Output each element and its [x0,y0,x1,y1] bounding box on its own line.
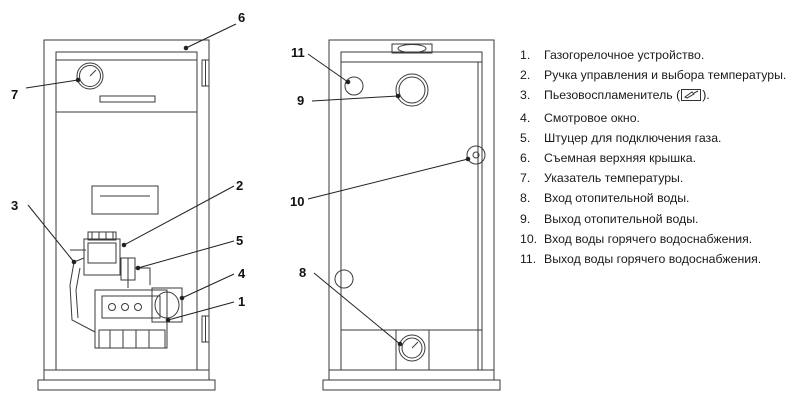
legend-item-11 [520,252,792,268]
legend-item-6 [520,151,792,167]
legend-list [520,48,792,272]
legend-item-5 [520,131,792,147]
side-view-drawing [323,40,500,390]
piezo-igniter-wire [70,258,95,332]
legend-label: Указатель температуры. [544,171,684,186]
legend-number: 8. [520,191,531,206]
legend-number: 11. [520,251,537,266]
legend-label-text-after: ). [702,88,710,103]
heating-outlet-port [396,74,428,106]
legend-item-3 [520,88,792,106]
callout-7: 7 [11,87,19,102]
legend-item-8 [520,191,792,207]
front-base [38,380,215,390]
legend-item-7 [520,171,792,187]
front-cabinet-outline [44,40,209,380]
callout-8: 8 [299,265,307,280]
legend-label-text: Пьезовоспламенитель ( [544,88,681,103]
side-cabinet-outline [329,40,494,380]
legend-label: Выход отопительной воды. [544,211,699,226]
legend-item-1 [520,48,792,64]
legend-item-4 [520,111,792,127]
dhw-outlet-port [345,77,363,95]
legend-label: Штуцер для подключения газа. [544,130,722,145]
legend-number: 7. [520,171,531,186]
callout-leader-lines [26,24,470,346]
legend-item-9 [520,212,792,228]
callout-2: 2 [236,178,244,193]
legend-label: Вход отопительной воды. [544,191,690,206]
callout-5: 5 [236,233,244,248]
legend-label [544,88,792,106]
legend-item-10 [520,232,792,248]
legend-number: 5. [520,130,531,145]
legend-label: Вход воды горячего водоснабжения. [544,231,753,246]
callout-6: 6 [238,10,246,25]
front-inner-panel [92,186,158,214]
legend-label: Газогорелочное устройство. [544,48,705,62]
callout-1: 1 [238,294,246,309]
legend-label: Смотровое окно. [544,110,640,125]
legend-number: 4. [520,110,531,125]
callout-9: 9 [297,93,305,108]
front-view-drawing [38,40,215,390]
legend-number: 3. [520,88,531,103]
legend-number: 6. [520,150,531,165]
piezo-igniter-icon [681,89,701,106]
legend-label: Съемная верхняя крышка. [544,150,696,165]
legend-label: Ручка управления и выбора температуры. [544,68,787,83]
control-knob-unit [84,239,120,275]
legend-number: 1. [520,48,531,62]
burner-body [102,296,160,318]
burner-tubes [99,330,165,348]
legend-number: 2. [520,68,531,83]
legend-item-2 [520,68,792,84]
callout-11: 11 [291,45,305,60]
legend-label: Выход воды горячего водоснабжения. [544,251,762,266]
callout-4: 4 [238,266,246,281]
side-base [323,380,500,390]
legend-number: 9. [520,211,531,226]
callout-3: 3 [11,198,19,213]
front-top-strip [100,96,155,102]
legend-number: 10. [520,231,538,246]
callout-10: 10 [290,194,305,209]
side-cabinet-inner [341,52,482,370]
